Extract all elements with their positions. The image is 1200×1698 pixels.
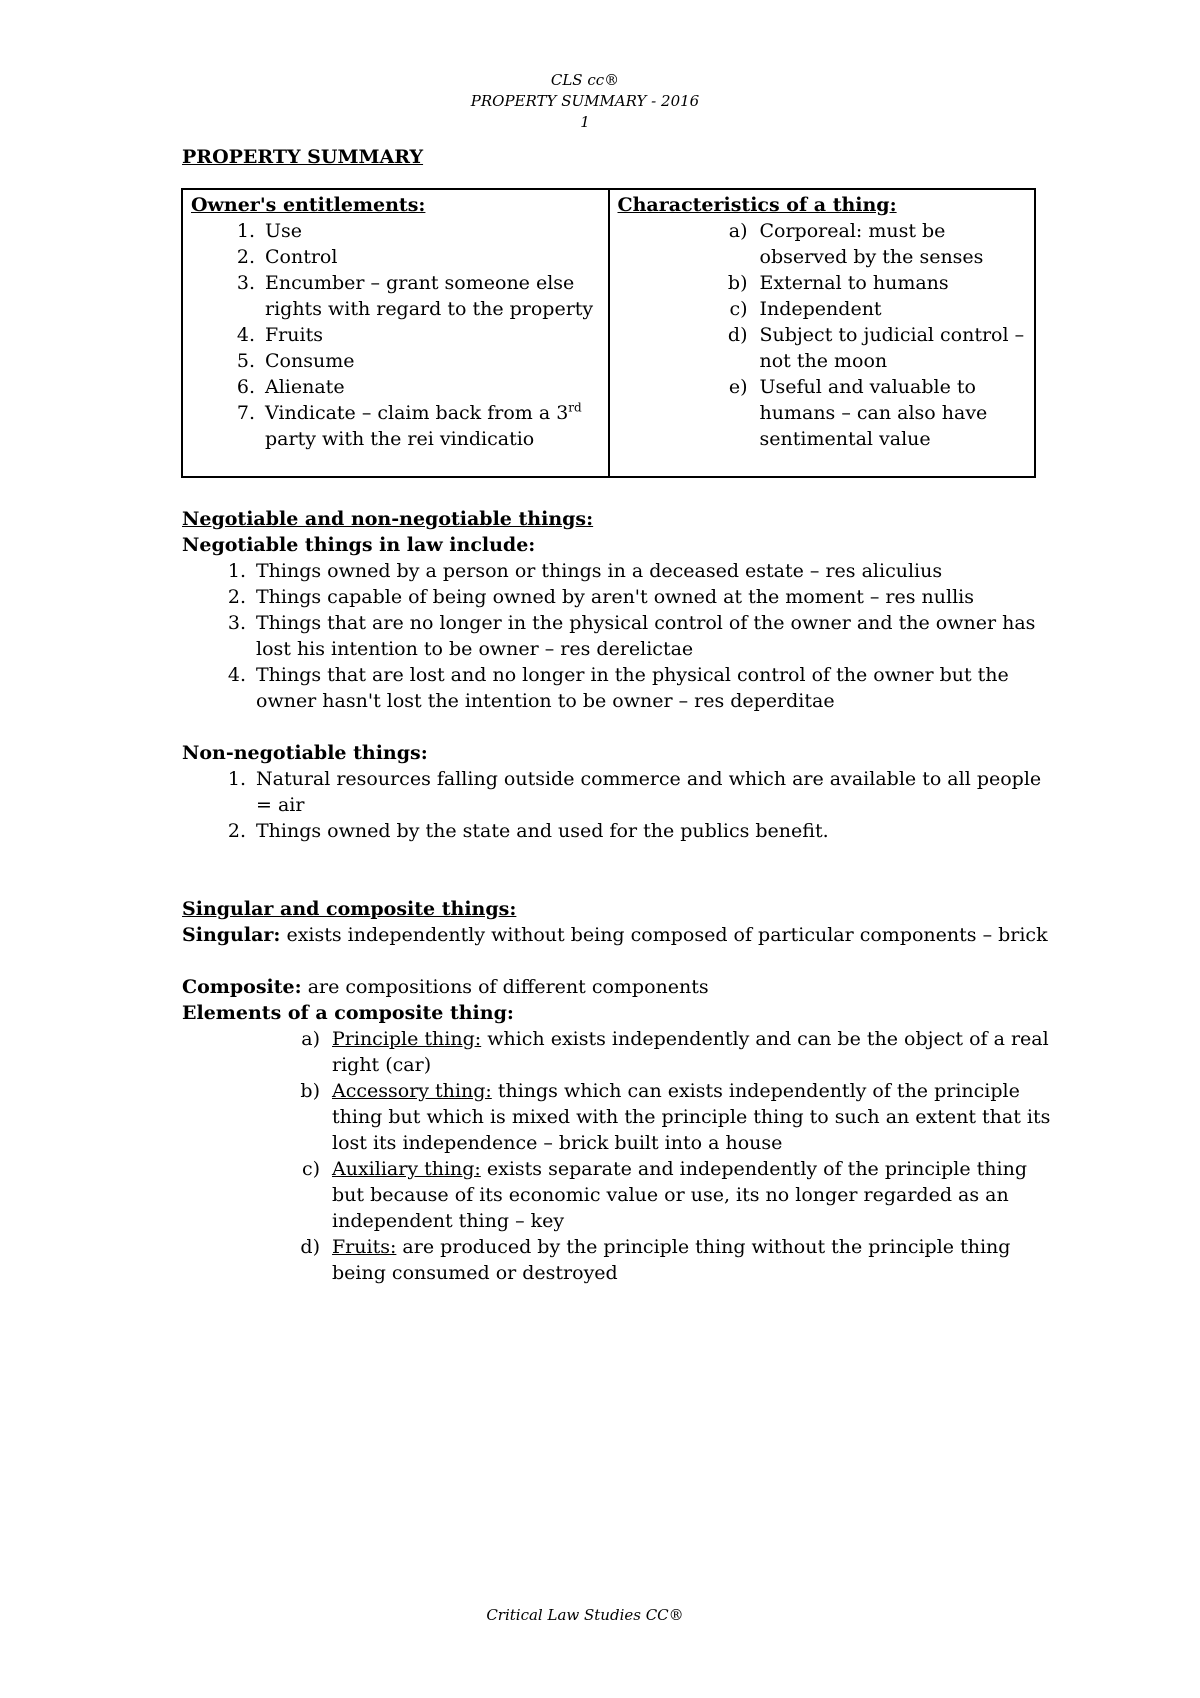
document-title: PROPERTY SUMMARY xyxy=(182,146,424,168)
non-negotiable-section xyxy=(182,740,1052,844)
section-heading: Singular and composite things: xyxy=(182,898,517,920)
list-item: 2. Control xyxy=(236,246,338,268)
list-item: 4. Fruits xyxy=(236,324,323,346)
list-item: 1. Natural resources falling outside commerce and which are available to all people = air xyxy=(227,768,1042,816)
characteristics-heading: Characteristics of a thing: xyxy=(617,194,897,216)
list-item: d) Fruits: are produced by the principle thing without the principle thing being consumed or destroyed xyxy=(300,1236,1011,1284)
summary-table xyxy=(181,188,1036,478)
header-doc-title: PROPERTY SUMMARY - 2016 xyxy=(470,92,700,110)
list-item: c) Auxiliary thing: exists separate and independently of the principle thing but because of its economic value or use, its no longer regarded as an independent thing – key xyxy=(301,1158,1027,1232)
negotiable-section xyxy=(182,506,1052,714)
list-item: 1. Use xyxy=(236,220,303,242)
list-item: 1. Things owned by a person or things in a deceased estate – res aliculius xyxy=(227,560,943,582)
list-item: 3. Things that are no longer in the physical control of the owner and the owner has lost his intention to be owner – res derelictae xyxy=(227,612,1036,660)
owners-entitlements-list xyxy=(191,218,602,452)
list-item: a) Corporeal: must be observed by the senses xyxy=(728,220,984,268)
list-item: b) External to humans xyxy=(727,272,949,294)
page-header xyxy=(0,70,1170,133)
list-item: a) Principle thing: which exists independently and can be the object of a real right (car) xyxy=(301,1028,1049,1076)
section-heading: Non-negotiable things: xyxy=(182,742,428,764)
document-body xyxy=(182,144,1052,1286)
owners-entitlements-cell xyxy=(182,189,609,477)
list-item: 6. Alienate xyxy=(236,376,345,398)
list-item: 2. Things owned by the state and used for the publics benefit. xyxy=(227,820,829,842)
list-item: 7. Vindicate – claim back from a 3rd party with the rei vindicatio xyxy=(236,400,582,450)
list-item: 3. Encumber – grant someone else rights with regard to the property xyxy=(236,272,594,320)
header-page-number: 1 xyxy=(580,113,590,131)
singular-composite-section xyxy=(182,896,1052,1286)
negotiable-list xyxy=(182,558,1052,714)
list-item: e) Useful and valuable to humans – can also have sentimental value xyxy=(728,376,988,450)
singular-definition: Singular: exists independently without being composed of particular components – brick xyxy=(182,924,1048,946)
list-item: d) Subject to judicial control – not the moon xyxy=(727,324,1025,372)
list-item: 4. Things that are lost and no longer in the physical control of the owner but the owner hasn't lost the intention to be owner – res deperditae xyxy=(227,664,1009,712)
subsection-heading: Elements of a composite thing: xyxy=(182,1002,514,1024)
header-company: CLS cc® xyxy=(550,71,620,89)
list-item: 5. Consume xyxy=(236,350,355,372)
subsection-heading: Negotiable things in law include: xyxy=(182,534,536,556)
characteristics-list xyxy=(618,218,1029,452)
list-item: 2. Things capable of being owned by aren't owned at the moment – res nullis xyxy=(227,586,974,608)
page-footer: Critical Law Studies CC® xyxy=(486,1606,684,1624)
composite-definition: Composite: are compositions of different components xyxy=(182,976,709,998)
owners-entitlements-heading: Owner's entitlements: xyxy=(191,194,426,216)
characteristics-cell xyxy=(609,189,1036,477)
list-item: c) Independent xyxy=(729,298,882,320)
list-item: b) Accessory thing: things which can exists independently of the principle thing but which is mixed with the principle thing to such an extent that its lost its independence – brick built into a house xyxy=(300,1080,1051,1154)
section-heading: Negotiable and non-negotiable things: xyxy=(182,508,594,530)
non-negotiable-list xyxy=(182,766,1052,844)
composite-elements-list xyxy=(182,1026,1052,1286)
